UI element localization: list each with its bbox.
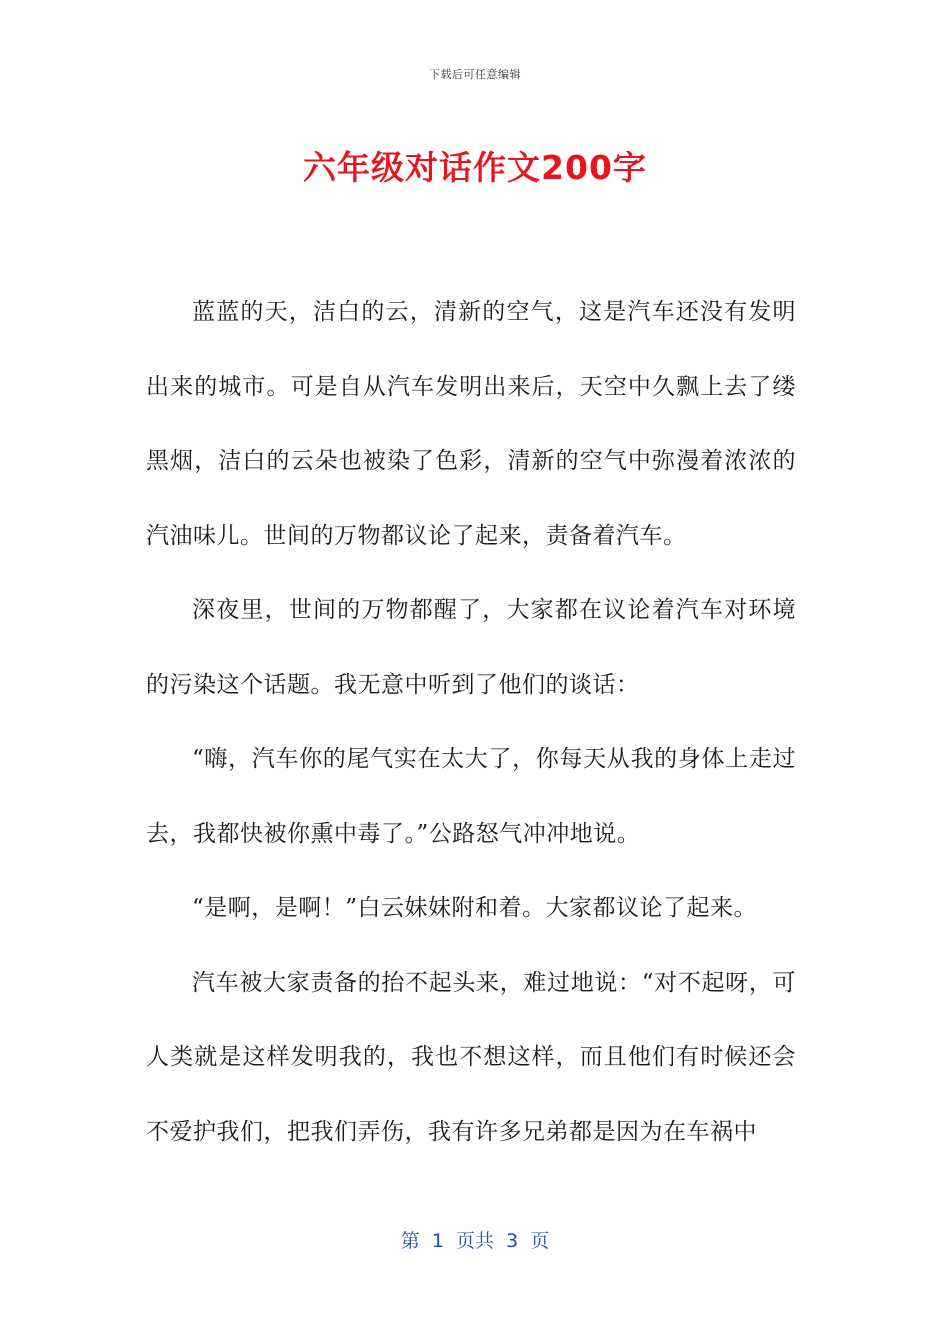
- paragraph: 汽车被大家责备的抬不起头来，难过地说：“对不起呀，可人类就是这样发明我的，我也不想这样，而且他们有时候还会不爱护我们，把我们弄伤，我有许多兄弟都是因为在车祸中: [146, 969, 796, 1145]
- paragraph: “嗨，汽车你的尾气实在太大了，你每天从我的身体上走过去，我都快被你熏中毒了。”公路怒气冲冲地说。: [146, 746, 796, 847]
- document-title: 六年级对话作文200字: [303, 148, 647, 187]
- page-number-footer: 第 1 页共 3 页: [400, 1230, 550, 1252]
- header-note: 下载后可任意编辑: [429, 68, 521, 81]
- paragraph: “是啊，是啊！”白云妹妹附和着。大家都议论了起来。: [192, 895, 758, 921]
- paragraph: 深夜里，世间的万物都醒了，大家都在议论着汽车对环境的污染这个话题。我无意中听到了他们的谈话：: [146, 597, 796, 698]
- document-body: [146, 275, 796, 1169]
- paragraph: 蓝蓝的天，洁白的云，清新的空气，这是汽车还没有发明出来的城市。可是自从汽车发明出来后，天空中久飘上去了缕黑烟，洁白的云朵也被染了色彩，清新的空气中弥漫着浓浓的汽油味儿。世间的万物都议论了起来，责备着汽车。: [146, 299, 796, 549]
